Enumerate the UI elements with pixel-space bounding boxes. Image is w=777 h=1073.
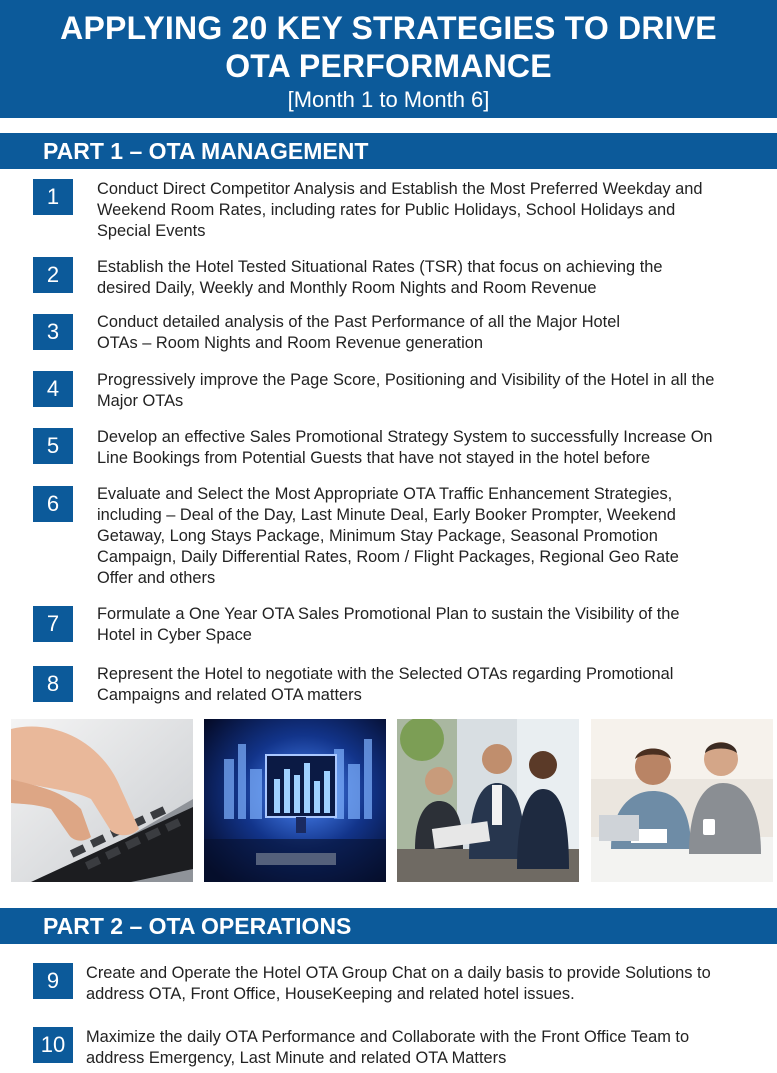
strategy-number-6: 6: [33, 486, 73, 522]
strategy-text-9: [86, 963, 711, 1005]
line: Major OTAs: [97, 392, 184, 410]
line: address OTA, Front Office, HouseKeeping and related hotel issues.: [86, 985, 575, 1003]
line: address Emergency, Last Minute and related OTA Matters: [86, 1049, 507, 1067]
line: Create and Operate the Hotel OTA Group Chat on a daily basis to provide Solutions to: [86, 964, 711, 982]
page-title-line-2: OTA PERFORMANCE: [225, 48, 552, 84]
strategy-number-8: 8: [33, 666, 73, 702]
line: Develop an effective Sales Promotional Strategy System to successfully Increase On: [97, 428, 713, 446]
strategy-text-4: [97, 370, 714, 412]
part-2-title: PART 2 – OTA OPERATIONS: [43, 913, 352, 939]
colleagues-discussion-photo: [591, 719, 773, 882]
page-header: [0, 0, 777, 118]
line: Campaigns and related OTA matters: [97, 686, 362, 704]
line: Establish the Hotel Tested Situational Rates (TSR) that focus on achieving the: [97, 258, 663, 276]
strategy-text-8: [97, 664, 673, 706]
strategy-number-3: 3: [33, 314, 73, 350]
line: Getaway, Long Stays Package, Minimum Stay Package, Seasonal Promotion: [97, 527, 658, 545]
strategy-text-2: [97, 257, 662, 299]
strategy-number-4: 4: [33, 371, 73, 407]
strategy-text-7: [97, 604, 679, 646]
strategy-text-10: [86, 1027, 689, 1069]
strategy-number-5: 5: [33, 428, 73, 464]
part-1-header: [0, 133, 777, 169]
strategy-number-1: 1: [33, 179, 73, 215]
line: Progressively improve the Page Score, Positioning and Visibility of the Hotel in all the: [97, 371, 715, 389]
line: desired Daily, Weekly and Monthly Room Nights and Room Revenue: [97, 279, 597, 297]
line: Formulate a One Year OTA Sales Promotional Plan to sustain the Visibility of the: [97, 605, 680, 623]
city-network-computer-photo: [204, 719, 386, 882]
strategy-text-6: [97, 484, 679, 589]
strategy-number-9: 9: [33, 963, 73, 999]
line: Offer and others: [97, 569, 216, 587]
strategy-number-7: 7: [33, 606, 73, 642]
line: Campaign, Daily Differential Rates, Room / Flight Packages, Regional Geo Rate: [97, 548, 679, 566]
part-1-title: PART 1 – OTA MANAGEMENT: [43, 138, 369, 164]
line: Conduct Direct Competitor Analysis and Establish the Most Preferred Weekday and: [97, 180, 703, 198]
line: Maximize the daily OTA Performance and Collaborate with the Front Office Team to: [86, 1028, 690, 1046]
part-2-header: [0, 908, 777, 944]
laptop-typing-photo: [11, 719, 193, 882]
line: Represent the Hotel to negotiate with the Selected OTAs regarding Promotional: [97, 665, 674, 683]
page-subtitle: [Month 1 to Month 6]: [287, 87, 490, 112]
strategy-text-1: [97, 179, 703, 242]
line: including – Deal of the Day, Last Minute Deal, Early Booker Prompter, Weekend: [97, 506, 676, 524]
line: Special Events: [97, 222, 206, 240]
strategy-number-2: 2: [33, 257, 73, 293]
line: Weekend Room Rates, including rates for Public Holidays, School Holidays and: [97, 201, 676, 219]
line: Hotel in Cyber Space: [97, 626, 252, 644]
strategy-text-5: [97, 427, 713, 469]
strategy-text-3: [97, 312, 620, 354]
line: Line Bookings from Potential Guests that have not stayed in the hotel before: [97, 449, 651, 467]
strategy-number-10: 10: [33, 1027, 73, 1063]
business-meeting-photo: [397, 719, 579, 882]
line: OTAs – Room Nights and Room Revenue generation: [97, 334, 483, 352]
line: Conduct detailed analysis of the Past Performance of all the Major Hotel: [97, 313, 620, 331]
page-title-line-1: APPLYING 20 KEY STRATEGIES TO DRIVE: [60, 10, 717, 46]
line: Evaluate and Select the Most Appropriate OTA Traffic Enhancement Strategies,: [97, 485, 673, 503]
